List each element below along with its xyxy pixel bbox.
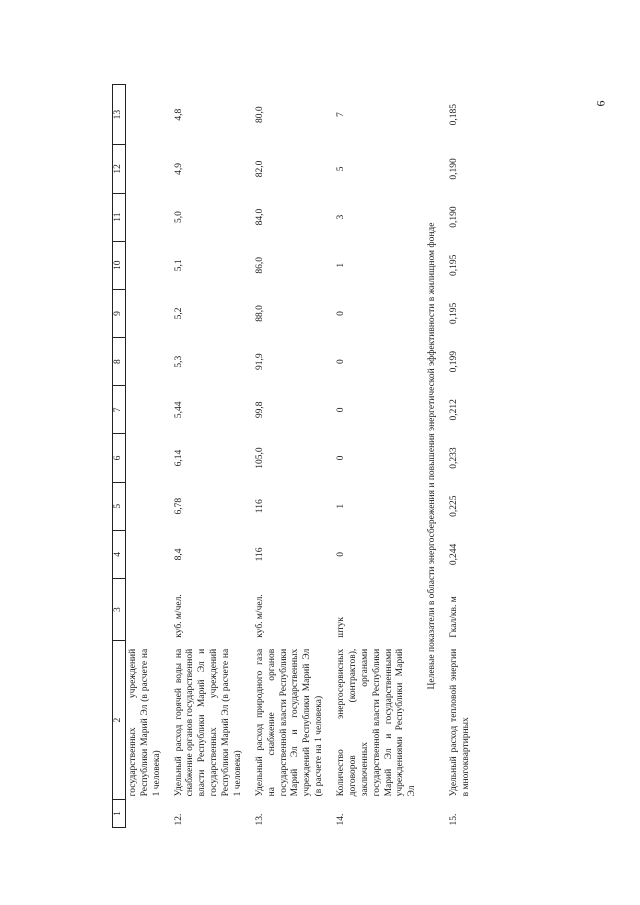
value-cell: 80,0 — [254, 106, 265, 123]
value-cell: 84,0 — [254, 208, 265, 226]
value-cell: 116 — [254, 547, 265, 562]
value-cell: 0,195 — [449, 254, 459, 276]
row-number: 13. — [254, 813, 265, 826]
table-row — [168, 85, 249, 828]
value-cell: 0,212 — [449, 399, 459, 421]
col-header: 3 — [113, 579, 126, 641]
value-cell: 0,244 — [449, 543, 459, 566]
value-cell: 0 — [336, 359, 346, 365]
row-number: 15. — [449, 813, 459, 826]
value-cell: 0,233 — [449, 447, 459, 469]
section-row — [423, 85, 443, 828]
value-cell: 5,2 — [173, 307, 184, 320]
col-header: 7 — [113, 386, 126, 434]
col-header: 12 — [113, 145, 126, 193]
value-cell: 5,1 — [173, 259, 184, 272]
col-header: 13 — [113, 85, 126, 145]
col-header: 5 — [113, 482, 126, 530]
col-header: 9 — [113, 289, 126, 337]
value-cell: 99,8 — [254, 401, 265, 419]
section-title: Целевые показатели в области энергосбережения и повышения энергетической эффективности в жилищном фонде — [427, 222, 438, 690]
value-cell: 5,0 — [173, 211, 184, 224]
value-cell: 0 — [336, 311, 346, 316]
table-row — [330, 85, 423, 828]
table-row — [125, 85, 167, 828]
indicators-table — [112, 84, 477, 828]
value-cell: 1 — [336, 262, 346, 268]
value-cell: 0,225 — [449, 495, 459, 517]
value-cell: 82,0 — [254, 160, 265, 178]
table-row — [443, 85, 477, 828]
col-header: 11 — [113, 193, 126, 241]
value-cell: 5,3 — [173, 355, 184, 368]
value-cell: 105,0 — [254, 447, 265, 469]
indicator-name: государственных учреждений Республики Марий Эл (в расчете на 1 человека) — [127, 648, 162, 797]
unit: куб. м/чел. — [254, 594, 265, 638]
col-header: 2 — [113, 641, 126, 800]
value-cell: 0,190 — [449, 158, 459, 180]
value-cell: 86,0 — [254, 256, 265, 274]
value-cell: 0,195 — [449, 302, 459, 325]
value-cell: 6,14 — [173, 449, 184, 467]
row-number: 14. — [336, 813, 346, 826]
value-cell: 0,185 — [449, 103, 459, 126]
table-row — [249, 85, 330, 828]
value-cell: 0 — [336, 407, 346, 413]
col-header: 1 — [113, 799, 126, 827]
col-header: 10 — [113, 241, 126, 289]
value-cell: 7 — [336, 112, 346, 118]
value-cell: 0,190 — [449, 206, 459, 228]
unit: штук — [336, 617, 346, 638]
unit: Гкал/кв. м — [449, 596, 459, 638]
value-cell: 1 — [336, 503, 346, 509]
indicator-name: Удельный расход природного газа на снабжение органов государственной власти Республики Марий Эл и государственных учреждений Республики Марий Эл (в расчете на 1 человека) — [254, 648, 325, 797]
value-cell: 5,44 — [173, 401, 184, 419]
value-cell: 8,4 — [173, 548, 184, 561]
row-number: 12. — [173, 813, 184, 826]
col-header: 4 — [113, 530, 126, 578]
page-number: 6 — [593, 100, 608, 107]
header-row — [113, 85, 126, 828]
value-cell: 0 — [336, 455, 346, 461]
col-header: 8 — [113, 338, 126, 386]
indicator-name: Удельный расход горячей воды на снабжение органов государственной власти Республики Марий Эл и государственных учреждений Республики Марий Эл (в расчете на 1 человека) — [173, 648, 243, 797]
value-cell: 4,9 — [173, 162, 184, 175]
value-cell: 116 — [254, 499, 265, 514]
rotated-table-container — [112, 84, 532, 828]
value-cell: 0,199 — [449, 350, 459, 373]
unit: куб. м/чел. — [173, 594, 184, 638]
value-cell: 4,8 — [173, 108, 184, 121]
indicator-name: Удельный расход тепловой энергии в многоквартирных — [449, 648, 471, 797]
value-cell: 5 — [336, 166, 346, 172]
value-cell: 3 — [336, 214, 346, 220]
value-cell: 88,0 — [254, 305, 265, 322]
value-cell: 91,9 — [254, 353, 265, 370]
value-cell: 0 — [336, 552, 346, 557]
indicator-name: Количество энергосервисных договоров (контрактов), заключенных органами государственной власти Республики Марий Эл и государственными учреждениями Республики Марий Эл — [336, 648, 418, 797]
col-header: 6 — [113, 434, 126, 482]
value-cell: 6,78 — [173, 497, 184, 515]
